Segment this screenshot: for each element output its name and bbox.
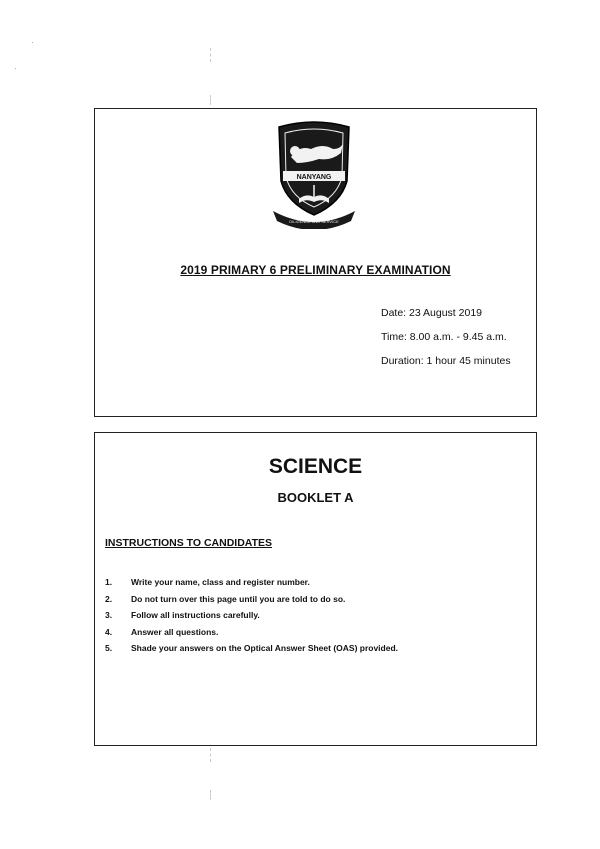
instruction-item [105,627,398,644]
instructions-list [105,577,398,660]
fold-mark [210,748,211,762]
exam-title: 2019 PRIMARY 6 PRELIMINARY EXAMINATION [180,263,451,277]
school-crest-icon [271,119,357,229]
exam-duration: Duration: 1 hour 45 minutes [381,355,511,367]
instruction-text: Do not turn over this page until you are told to do so. [131,593,346,604]
instruction-number: 5. [105,643,113,653]
instruction-item [105,610,398,627]
instruction-item [105,594,398,611]
instruction-item [105,577,398,594]
fold-mark [210,790,211,800]
fold-mark [210,48,211,62]
subject-title: SCIENCE [268,455,363,478]
exam-date: Date: 23 August 2019 [381,307,482,319]
instruction-text: Write your name, class and register number. [131,577,310,587]
exam-header-box [94,108,537,417]
svg-text:NANYANG: NANYANG [296,174,332,181]
instruction-number: 2. [105,593,113,604]
booklet-instructions-box [94,432,537,746]
instruction-text: Shade your answers on the Optical Answer Sheet (OAS) provided. [131,643,399,653]
exam-time: Time: 8.00 a.m. - 9.45 a.m. [381,331,507,343]
svg-text:DILIGENCE AND SERVICE: DILIGENCE AND SERVICE [289,219,339,224]
instruction-item [105,643,398,660]
scan-speck [15,68,16,69]
booklet-name: BOOKLET A [277,490,354,505]
instruction-number: 1. [105,577,113,587]
instruction-text: Answer all questions. [131,626,219,637]
scan-speck [32,42,33,43]
instruction-number: 4. [105,626,113,637]
instruction-number: 3. [105,610,113,620]
fold-mark [210,95,211,105]
instruction-text: Follow all instructions carefully. [131,610,260,620]
instructions-heading: INSTRUCTIONS TO CANDIDATES [105,537,273,549]
